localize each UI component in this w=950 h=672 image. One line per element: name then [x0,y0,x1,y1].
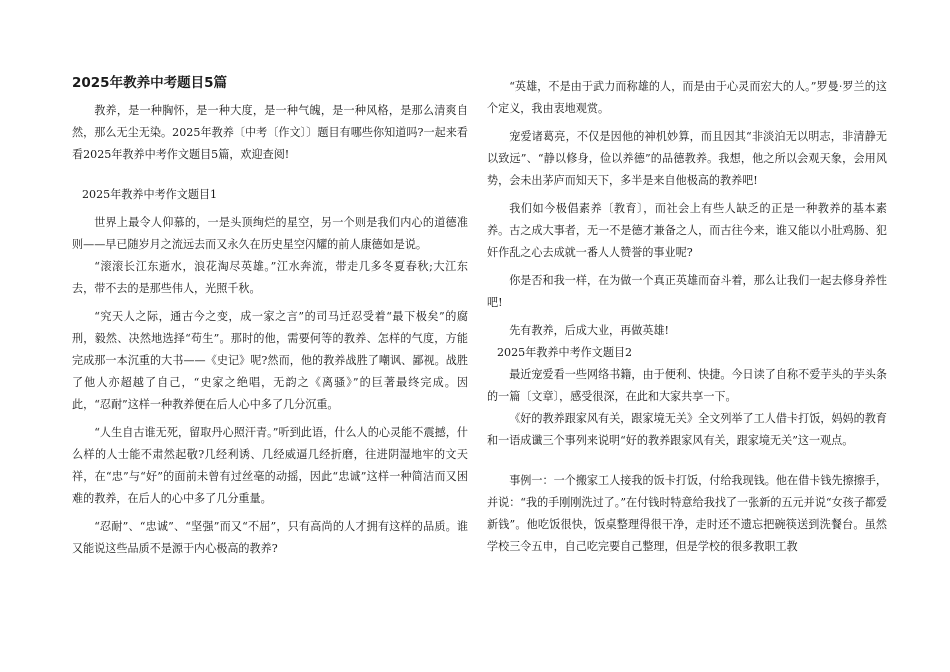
paragraph: 先有教养，后成大业，再做英雄! [509,324,669,337]
intro-paragraph: 教养，是一种胸怀，是一种大度，是一种气魄，是一种风格，是那么清爽自然，那么无尘无染。2025年教养〔中考〔作文〕〕题目有哪些你知道吗?一起来看看2025年教养中考作文题目5篇，欢迎查阅! [72,104,468,161]
paragraph: 事例一：一个搬家工人接我的饭卡打饭，付给我现钱。他在借卡钱先擦擦手，并说：“我的手刚刚洗过了。”在付钱时特意给我找了一张新的五元并说“女孩子都爱新钱”。他吃饭很快，饭桌整理得很干净，走时还不遗忘把碗筷送到洗餐台。虽然学校三令五申，自己吃完要自己整理，但是学校的很多教职工教 [487,474,887,553]
paragraph: “究天人之际，通古今之变，成一家之言”的司马迁忍受着“最下极矣”的腐刑，毅然、决然地选择“苟生”。那时的他，需要何等的教养、怎样的气度，方能完成那一本沉重的大书——《史记》呢?然而，他的教养战胜了嘲讽、鄙视。战胜了他人亦超越了自己，“史家之绝唱，无韵之《离骚》”的巨著最终完成。因此，“忍耐”这样一种教养便在后人心中多了几分沉重。 [72,310,468,411]
paragraph: “忍耐”、“忠诚”、“坚强”而又“不屈”，只有高尚的人才拥有这样的品质。谁又能说这些品质不是源于内心极高的教养? [72,520,468,555]
paragraph: 《好的教养跟家风有关，跟家境无关》全文列举了工人借卡打饭，妈妈的教育和一语成谶三个事列来说明“好的教养跟家风有关，跟家境无关”这一观点。 [487,412,887,447]
paragraph: 宠爱诸葛亮，不仅是因他的神机妙算，而且因其“非淡泊无以明志，非清静无以致远”、“静以修身，俭以养德”的品德教养。我想，他之所以会观天象，会用风势，会未出茅庐而知天下，多半是来自他极高的教养吧! [487,130,887,187]
paragraph: 我们如今极倡素养〔教育〕，而社会上有些人缺乏的正是一种教养的基本素养。古之成大事者，无一不是德才兼备之人，而古往今来，谁又能以小肚鸡肠、犯奸作乱之心去成就一番人人赞誉的事业呢? [487,202,887,259]
document-title: 2025年教养中考题目5篇 [72,75,227,91]
paragraph: 世界上最令人仰慕的，一是头顶绚烂的星空，另一个则是我们内心的道德准则——早已随岁月之流远去而又永久在历史星空闪耀的前人康德如是说。 [72,216,468,251]
essay-heading-1: 2025年教养中考作文题目1 [81,188,218,201]
paragraph: 你是否和我一样，在为做一个真正英雄而奋斗着，那么让我们一起去修身养性吧! [487,274,887,309]
left-column [72,74,468,560]
paragraph: 最近宠爱看一些网络书籍，由于便利、快捷。今日读了自称不爱芋头的芋头条的一篇〔文章〕，感受很深，在此和大家共享一下。 [487,368,887,403]
paragraph: “滚滚长江东逝水，浪花淘尽英雄。”江水奔流，带走几多冬夏春秋;大江东去，带不去的是那些伟人，光照千秋。 [72,260,468,295]
right-column [487,76,887,558]
paragraph: “英雄，不是由于武力而称雄的人，而是由于心灵而宏大的人。”罗曼·罗兰的这个定义，我由衷地观赏。 [487,80,887,115]
paragraph: “人生自古谁无死，留取丹心照汗青。”听到此语，什么人的心灵能不震撼，什么样的人士能不肃然起敬?几经利诱、几经威逼几经折磨，往进阴湿地牢的文天祥，在“忠”与“好”的面前未曾有过丝毫的动摇，因此“忠诚”这样一种简洁而又困难的教养，在后人的心中多了几分重量。 [72,426,468,505]
essay-heading-2: 2025年教养中考作文题目2 [496,346,633,359]
